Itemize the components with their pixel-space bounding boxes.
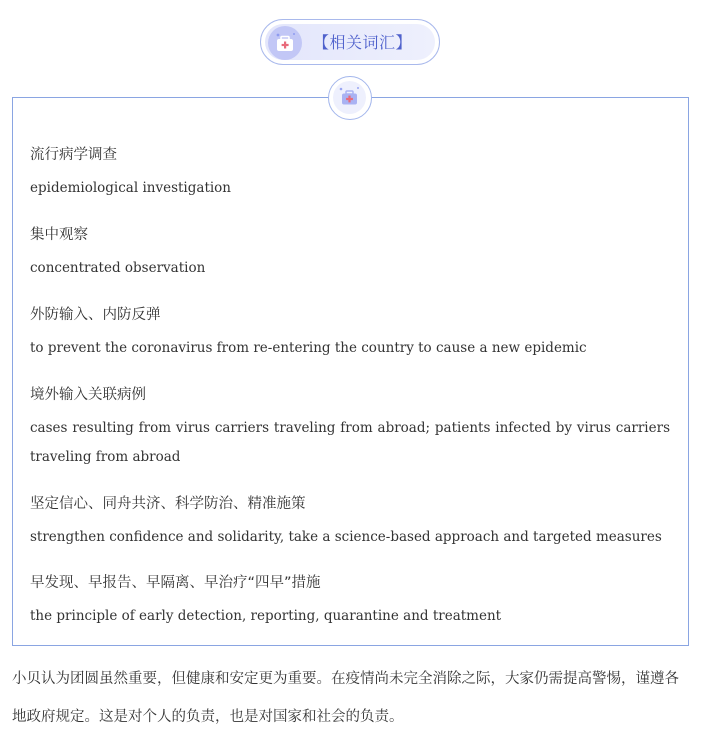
vocabulary-badge [328,76,372,120]
vocab-entry [30,304,670,363]
section-header-pill [260,19,440,65]
vocab-entry [30,224,670,283]
vocab-english: concentrated observation [30,260,206,276]
vocab-english: cases resulting from virus carriers traveling from abroad; patients infected by virus carriers traveling from abroad [30,420,670,465]
section-header-background [265,24,435,60]
vocab-chinese: 坚定信心、同舟共济、科学防治、精准施策 [30,496,306,512]
section-title: 【相关词汇】 [313,33,413,52]
vocab-english: to prevent the coronavirus from re-entering the country to cause a new epidemic [30,340,587,356]
vocab-chinese: 境外输入关联病例 [30,387,146,403]
vocab-entry [30,384,670,472]
medical-kit-icon [268,26,302,60]
closing-paragraph: 小贝认为团圆虽然重要，但健康和安定更为重要。在疫情尚未完全消除之际，大家仍需提高警惕，谨遵各地政府规定。这是对个人的负责，也是对国家和社会的负责。 [12,671,679,725]
vocab-chinese: 流行病学调查 [30,147,117,163]
medical-kit-icon [333,81,366,114]
vocab-english: the principle of early detection, reporting, quarantine and treatment [30,608,502,624]
vocab-english: strengthen confidence and solidarity, take a science-based approach and targeted measures [30,529,662,545]
vocab-chinese: 外防输入、内防反弹 [30,307,161,323]
vocab-chinese: 早发现、早报告、早隔离、早治疗“四早”措施 [30,575,321,591]
vocab-entry [30,493,670,552]
vocab-entry [30,572,670,631]
vocab-english: epidemiological investigation [30,180,232,196]
vocab-entry [30,144,670,203]
vocab-chinese: 集中观察 [30,227,88,243]
